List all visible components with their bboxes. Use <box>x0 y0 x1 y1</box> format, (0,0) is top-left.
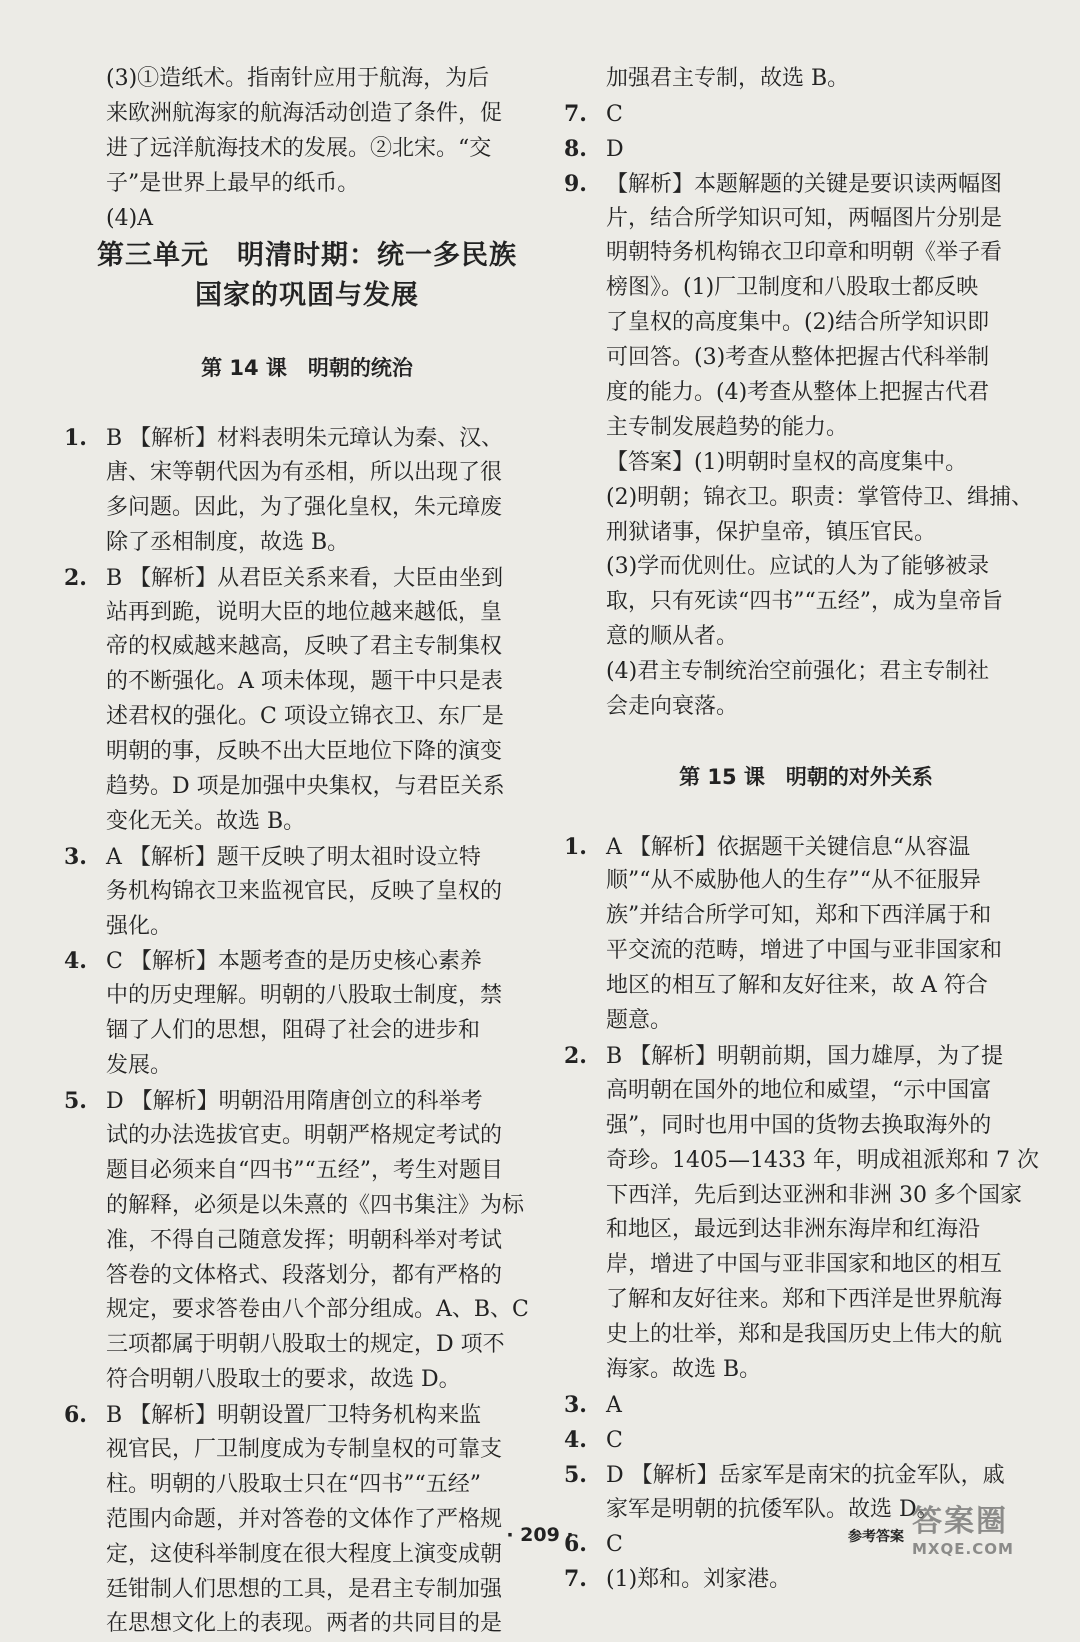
item-number: 1. <box>564 833 587 860</box>
text-line: 柱。明朝的八股取士只在“四书”“五经” <box>106 1471 481 1497</box>
item-number: 4. <box>564 1426 587 1453</box>
text-line: 准，不得自己随意发挥；明朝科举对考试 <box>106 1227 503 1253</box>
item-text: C <box>606 101 623 127</box>
text-line: 中的历史理解。明朝的八股取士制度，禁 <box>106 983 503 1009</box>
answer-item <box>564 1388 1048 1423</box>
text-line: 度的能力。(4)考查从整体上把握古代君 <box>606 380 990 406</box>
answer-item <box>64 840 550 875</box>
text-line: 可回答。(3)考查从整体把握古代科举制 <box>606 345 990 371</box>
item-number: 6. <box>564 1531 587 1558</box>
text-line: 海家。故选 B。 <box>606 1356 762 1382</box>
spacer <box>64 316 550 351</box>
answer-item <box>564 132 1048 167</box>
text-line: 意的顺从者。 <box>606 624 739 650</box>
text-line: 岸，增进了中国与亚非国家和地区的相互 <box>606 1252 1003 1278</box>
answer-item <box>64 1084 550 1119</box>
left-column <box>64 62 550 1642</box>
text-line: 族”并结合所学可知，郑和下西洋属于和 <box>606 903 992 929</box>
unit-title: 国家的巩固与发展 <box>195 280 419 312</box>
unit-title: 第三单元 明清时期：统一多民族 <box>97 240 517 272</box>
item-text: B 【解析】从君臣关系来看，大臣由坐到 <box>106 565 504 591</box>
watermark-main: 答案圈 <box>912 1504 1008 1539</box>
text-line: (3)①造纸术。指南针应用于航海，为后 <box>106 66 490 91</box>
text-line: 帝的权威越来越高，反映了君主专制集权 <box>106 634 503 660</box>
answer-item <box>564 167 1048 202</box>
item-text: D 【解析】明朝沿用隋唐创立的科举考 <box>106 1089 483 1115</box>
text-line: 取，只有死读“四书”“五经”，成为皇帝旨 <box>606 589 1003 615</box>
item-text: C <box>606 1427 623 1453</box>
text-line: 来欧洲航海家的航海活动创造了条件，促 <box>106 100 503 126</box>
text-line: 定，这使科举制度在很大程度上演变成朝 <box>106 1541 503 1567</box>
item-number: 2. <box>64 564 87 591</box>
item-text: 【解析】本题解题的关键是要识读两幅图 <box>606 171 1003 197</box>
answer-item <box>64 1398 550 1433</box>
item-text: B 【解析】明朝前期，国力雄厚，为了提 <box>606 1043 1004 1069</box>
answer-item <box>564 1562 1048 1597</box>
item-number: 3. <box>64 843 87 870</box>
text-line: 进了远洋航海技术的发展。②北宋。“交 <box>106 135 492 161</box>
text-line: 加强君主专制，故选 B。 <box>606 66 850 91</box>
text-line: 题目必须来自“四书”“五经”，考生对题目 <box>106 1157 503 1183</box>
text-line: 主专制发展趋势的能力。 <box>606 414 849 440</box>
item-text: (1)郑和。刘家港。 <box>606 1567 792 1593</box>
spacer <box>564 795 1048 830</box>
answer-item <box>564 1423 1048 1458</box>
item-text: B 【解析】材料表明朱元璋认为秦、汉、 <box>106 426 504 452</box>
answer-item <box>564 1039 1048 1074</box>
text-line: 规定，要求答卷由八个部分组成。A、B、C <box>106 1297 529 1323</box>
text-line: 变化无关。故选 B。 <box>106 808 306 834</box>
text-line: 刑狱诸事，保护皇帝，镇压官民。 <box>606 519 937 545</box>
item-number: 5. <box>564 1461 587 1488</box>
text-line: 多问题。因此，为了强化皇权，朱元璋废 <box>106 494 503 520</box>
item-number: 2. <box>564 1042 587 1069</box>
text-line: 明朝的事，反映不出大臣地位下降的演变 <box>106 739 503 765</box>
text-line: 题意。 <box>606 1008 673 1034</box>
item-number: 9. <box>564 170 587 197</box>
text-line: (3)学而优则仕。应试的人为了能够被录 <box>606 554 990 580</box>
answer-item <box>564 97 1048 132</box>
item-number: 4. <box>64 948 87 975</box>
spacer <box>564 725 1048 760</box>
item-text: C <box>606 1532 623 1558</box>
text-line: (4)A <box>106 205 154 231</box>
text-line: 试的办法选拔官吏。明朝严格规定考试的 <box>106 1122 503 1148</box>
text-line: (4)君主专制统治空前强化；君主专制社 <box>606 659 990 685</box>
answer-item <box>564 1458 1048 1493</box>
item-number: 7. <box>564 100 587 127</box>
text-line: 会走向衰落。 <box>606 694 739 720</box>
spacer <box>64 386 550 421</box>
item-text: D <box>606 136 624 162</box>
text-line: 廷钳制人们思想的工具，是君主专制加强 <box>106 1576 503 1602</box>
text-line: 答卷的文体格式、段落划分，都有严格的 <box>106 1262 503 1288</box>
footer-reference: 参考答案 <box>848 1529 904 1545</box>
answer-item <box>64 421 550 456</box>
answer-item <box>64 561 550 596</box>
text-line: 片，结合所学知识可知，两幅图片分别是 <box>606 205 1003 231</box>
text-line: 明朝特务机构锦衣卫印章和明朝《举子看 <box>606 240 1003 266</box>
lesson-title: 第 15 课 明朝的对外关系 <box>679 764 933 789</box>
text-line: 除了丞相制度，故选 B。 <box>106 529 350 555</box>
item-number: 3. <box>564 1391 587 1418</box>
text-line: 顺”“从不威胁他人的生存”“从不征服异 <box>606 868 981 894</box>
text-line: 趋势。D 项是加强中央集权，与君臣关系 <box>106 774 505 800</box>
text-line: 务机构锦衣卫来监视官民，反映了皇权的 <box>106 878 503 904</box>
item-text: A 【解析】题干反映了明太祖时设立特 <box>106 844 481 870</box>
text-line: 奇珍。1405—1433 年，明成祖派郑和 7 次 <box>606 1147 1039 1173</box>
text-line: 地区的相互了解和友好往来，故 A 符合 <box>606 973 988 999</box>
item-number: 6. <box>64 1402 87 1429</box>
text-line: 锢了人们的思想，阻碍了社会的进步和 <box>106 1018 481 1044</box>
text-line: 三项都属于明朝八股取士的规定，D 项不 <box>106 1332 505 1358</box>
text-line: 站再到跪，说明大臣的地位越来越低，皇 <box>106 599 503 625</box>
lesson-title: 第 14 课 明朝的统治 <box>201 356 413 381</box>
text-line: 了皇权的高度集中。(2)结合所学知识即 <box>606 310 990 336</box>
text-line: 家军是明朝的抗倭军队。故选 D。 <box>606 1496 939 1522</box>
text-line: 榜图》。(1)厂卫制度和八股取士都反映 <box>606 275 979 301</box>
item-number: 5. <box>64 1088 87 1115</box>
text-line: 强化。 <box>106 913 173 939</box>
text-line: 和地区，最远到达非洲东海岸和红海沿 <box>606 1217 981 1243</box>
item-text: D 【解析】岳家军是南宋的抗金军队，戚 <box>606 1462 1005 1488</box>
answer-item <box>64 944 550 979</box>
text-line: 符合明朝八股取士的要求，故选 D。 <box>106 1367 461 1393</box>
item-number: 1. <box>64 425 87 452</box>
text-line: 述君权的强化。C 项设立锦衣卫、东厂是 <box>106 704 504 730</box>
item-text: A <box>606 1392 622 1418</box>
text-line: (2)明朝；锦衣卫。职责：掌管侍卫、缉捕、 <box>606 484 1034 510</box>
right-column <box>564 62 1048 1597</box>
text-line: 史上的壮举，郑和是我国历史上伟大的航 <box>606 1322 1003 1348</box>
page-number: · 209 · <box>506 1524 574 1546</box>
item-text: B 【解析】明朝设置厂卫特务机构来监 <box>106 1403 482 1429</box>
watermark-logo <box>912 1496 1014 1558</box>
text-line: 了解和友好往来。郑和下西洋是世界航海 <box>606 1287 1003 1313</box>
answer-item <box>564 830 1048 865</box>
item-text: C 【解析】本题考查的是历史核心素养 <box>106 949 482 975</box>
text-line: 【答案】(1)明朝时皇权的高度集中。 <box>606 449 968 475</box>
item-text: A 【解析】依据题干关键信息“从容温 <box>606 834 971 860</box>
text-line: 唐、宋等朝代因为有丞相，所以出现了很 <box>106 460 503 486</box>
text-line: 发展。 <box>106 1053 173 1079</box>
text-line: 在思想文化上的表现。两者的共同目的是 <box>106 1611 503 1637</box>
item-number: 8. <box>564 135 587 162</box>
text-line: 子”是世界上最早的纸币。 <box>106 170 360 196</box>
text-line: 的解释，必须是以朱熹的《四书集注》为标 <box>106 1192 525 1218</box>
text-line: 强”，同时也用中国的货物去换取海外的 <box>606 1112 992 1138</box>
text-line: 平交流的范畴，增进了中国与亚非国家和 <box>606 938 1003 964</box>
text-line: 的不断强化。A 项未体现，题干中只是表 <box>106 669 503 695</box>
watermark-sub: MXQE.COM <box>912 1540 1014 1558</box>
text-line: 视官民，厂卫制度成为专制皇权的可靠支 <box>106 1436 503 1462</box>
text-line: 高明朝在国外的地位和威望，“示中国富 <box>606 1077 992 1103</box>
text-line: 下西洋，先后到达亚洲和非洲 30 多个国家 <box>606 1182 1022 1208</box>
item-number: 7. <box>564 1566 587 1593</box>
text-line: 范围内命题，并对答卷的文体作了严格规 <box>106 1506 503 1532</box>
